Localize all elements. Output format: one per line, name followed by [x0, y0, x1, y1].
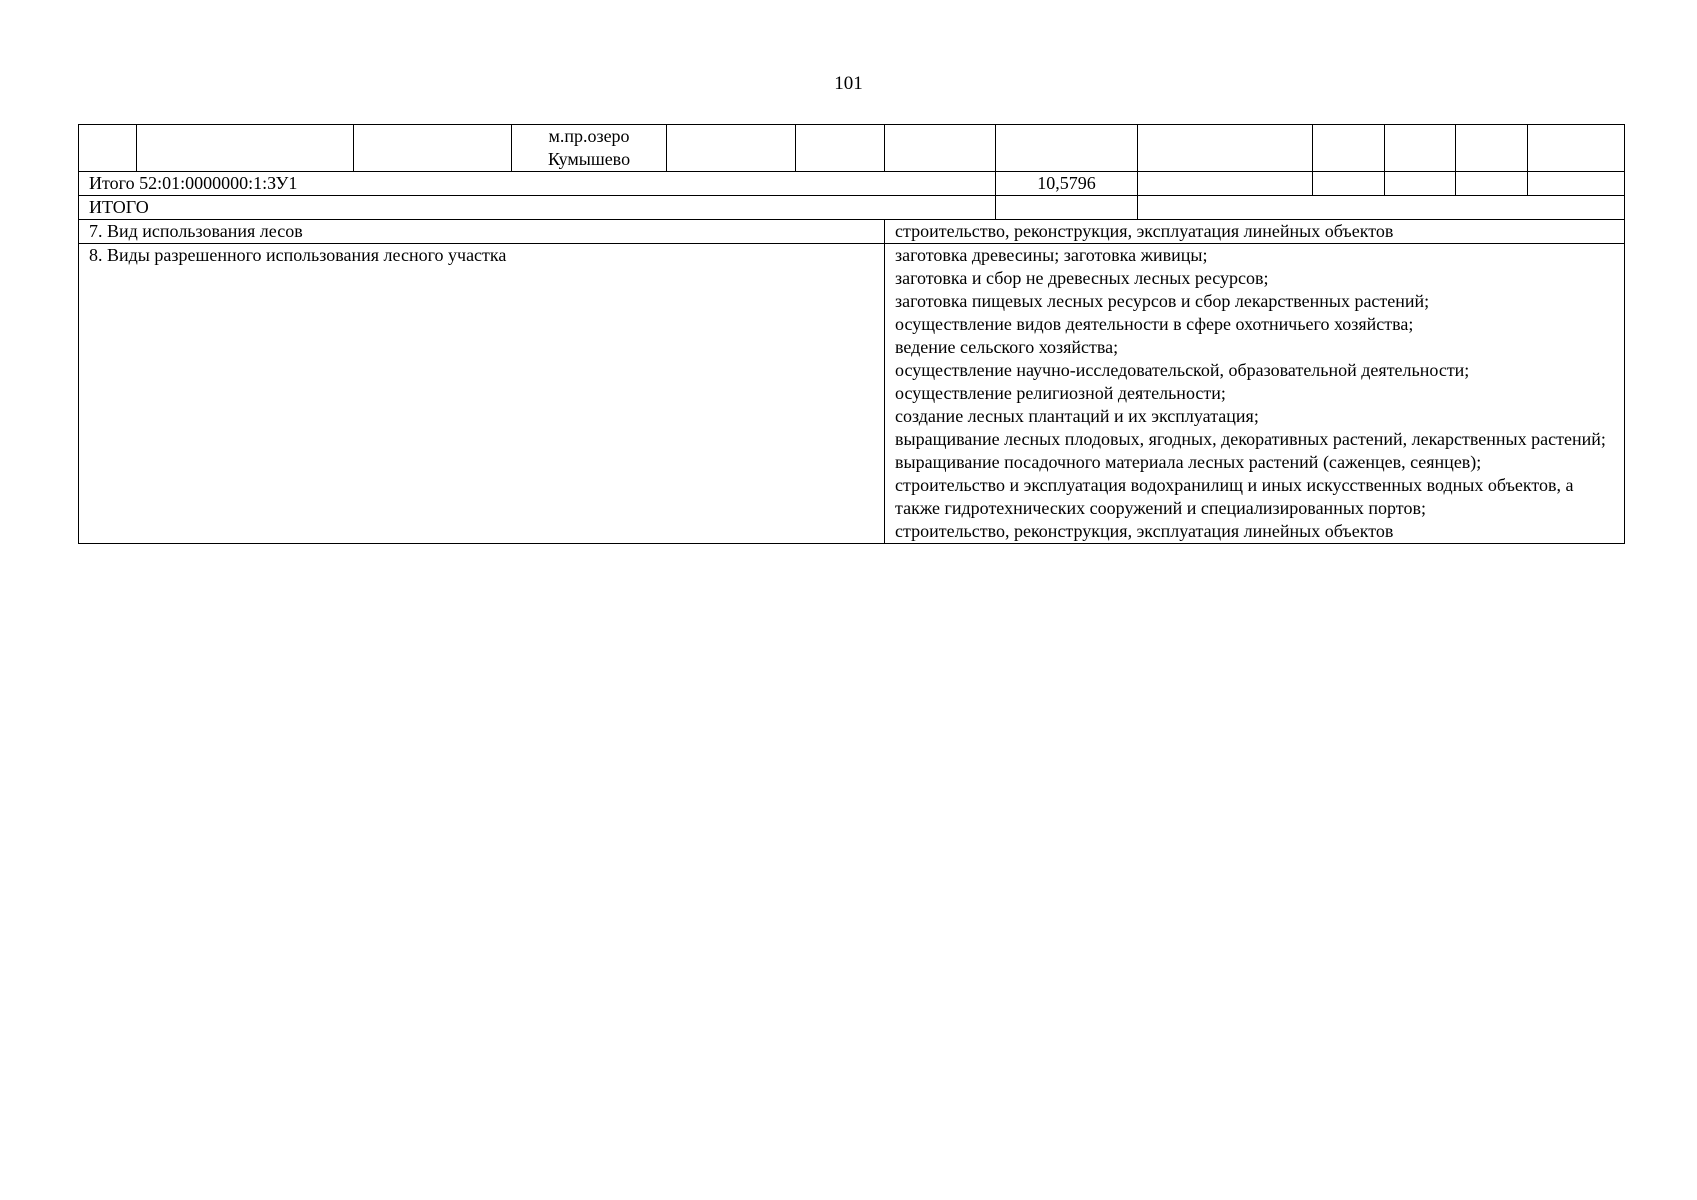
location-cell: м.пр.озеро Кумышево [512, 125, 667, 172]
table-cell [1138, 196, 1625, 220]
table-cell [885, 125, 996, 172]
list-item: заготовка пищевых лесных ресурсов и сбор лекарственных растений; [895, 291, 1430, 311]
forest-use-row [79, 220, 1625, 244]
table-cell [1138, 125, 1313, 172]
table-cell [1456, 172, 1528, 196]
table-cell [1456, 125, 1528, 172]
total-label: ИТОГО [79, 196, 996, 220]
permitted-use-list [885, 244, 1625, 544]
subtotal-value: 10,5796 [996, 172, 1138, 196]
table-cell [137, 125, 354, 172]
table-cell [1528, 125, 1625, 172]
table-cell [1385, 125, 1456, 172]
total-value [996, 196, 1138, 220]
forest-use-value: строительство, реконструкция, эксплуатация линейных объектов [885, 220, 1625, 244]
list-item: ведение сельского хозяйства; [895, 337, 1119, 357]
subtotal-row [79, 172, 1625, 196]
list-item: осуществление видов деятельности в сфере охотничьего хозяйства; [895, 314, 1414, 334]
list-item: заготовка древесины; заготовка живицы; [895, 245, 1208, 265]
list-item: создание лесных плантаций и их эксплуатация; [895, 406, 1259, 426]
permitted-use-row [79, 244, 1625, 544]
total-row [79, 196, 1625, 220]
forest-plot-table [78, 124, 1625, 544]
table-cell [1138, 172, 1313, 196]
table-cell [1313, 125, 1385, 172]
table-cell [996, 125, 1138, 172]
table-cell [1528, 172, 1625, 196]
forest-use-label: 7. Вид использования лесов [79, 220, 885, 244]
table-cell [796, 125, 885, 172]
table-cell [79, 125, 137, 172]
table-cell [1313, 172, 1385, 196]
permitted-use-label: 8. Виды разрешенного использования лесного участка [79, 244, 885, 544]
list-item: выращивание лесных плодовых, ягодных, декоративных растений, лекарственных растений; [895, 429, 1606, 449]
list-item: заготовка и сбор не древесных лесных ресурсов; [895, 268, 1269, 288]
list-item: строительство, реконструкция, эксплуатация линейных объектов [895, 521, 1394, 541]
list-item: осуществление научно-исследовательской, образовательной деятельности; [895, 360, 1470, 380]
list-item: выращивание посадочного материала лесных растений (саженцев, сеянцев); [895, 452, 1482, 472]
list-item: осуществление религиозной деятельности; [895, 383, 1226, 403]
table-row [79, 125, 1625, 172]
list-item: строительство и эксплуатация водохранилищ и иных искусственных водных объектов, а также гидротехнических сооружений и специализированных портов; [895, 475, 1574, 518]
subtotal-label: Итого 52:01:0000000:1:ЗУ1 [79, 172, 996, 196]
table-cell [1385, 172, 1456, 196]
table-cell [667, 125, 796, 172]
page-number: 101 [834, 73, 863, 94]
table-cell [354, 125, 512, 172]
